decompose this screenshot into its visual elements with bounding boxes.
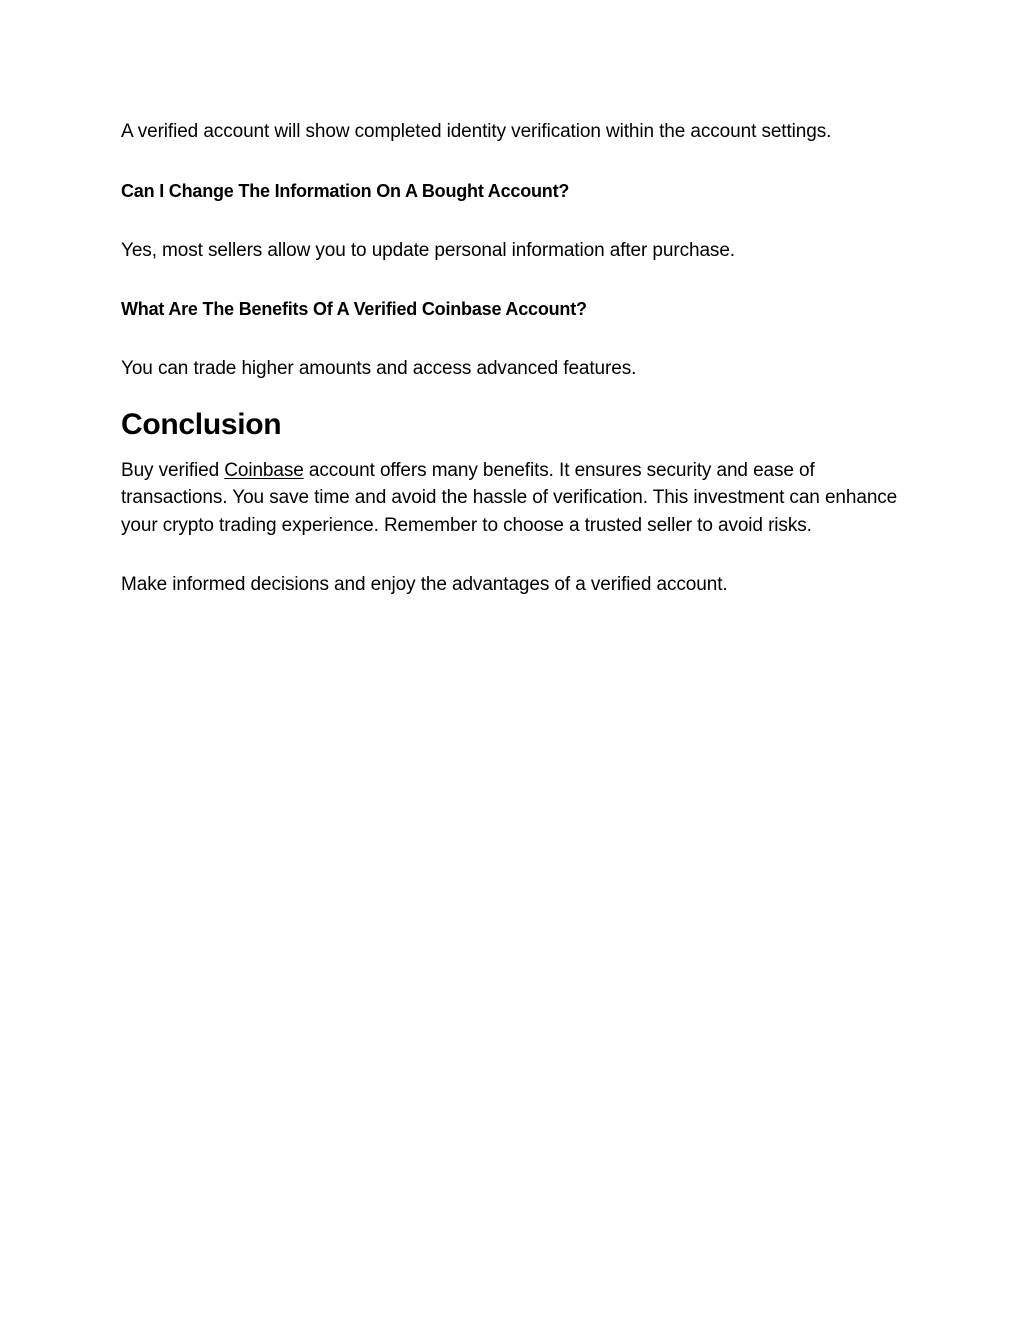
conclusion-text-start: Buy verified (121, 459, 225, 481)
conclusion-text-rest: account offers many benefits. It ensures security and ease of transactions. You save time and avoid the hassle of verification. This investment can enhance your crypto trading experience. Remember to choose a trusted seller to avoid risks. (121, 459, 898, 536)
spacer (121, 264, 911, 296)
spacer (121, 323, 911, 355)
conclusion-paragraph (121, 457, 911, 540)
spacer (121, 443, 911, 457)
faq-question-benefits: What Are The Benefits Of A Verified Coinbase Account? (121, 299, 587, 319)
coinbase-link[interactable]: Coinbase (224, 459, 304, 481)
spacer (121, 146, 911, 178)
faq-question-change-info: Can I Change The Information On A Bought Account? (121, 180, 570, 201)
spacer (121, 205, 911, 237)
spacer (121, 383, 911, 407)
faq-answer-benefits: You can trade higher amounts and access advanced features. (121, 358, 637, 379)
closing-paragraph: Make informed decisions and enjoy the advantages of a verified account. (121, 574, 728, 595)
conclusion-heading: Conclusion (121, 407, 282, 441)
spacer (121, 539, 911, 571)
faq-answer-change-info: Yes, most sellers allow you to update personal information after purchase. (121, 239, 735, 261)
verified-account-paragraph: A verified account will show completed identity verification within the account settings. (121, 121, 832, 142)
document-body (121, 118, 911, 599)
